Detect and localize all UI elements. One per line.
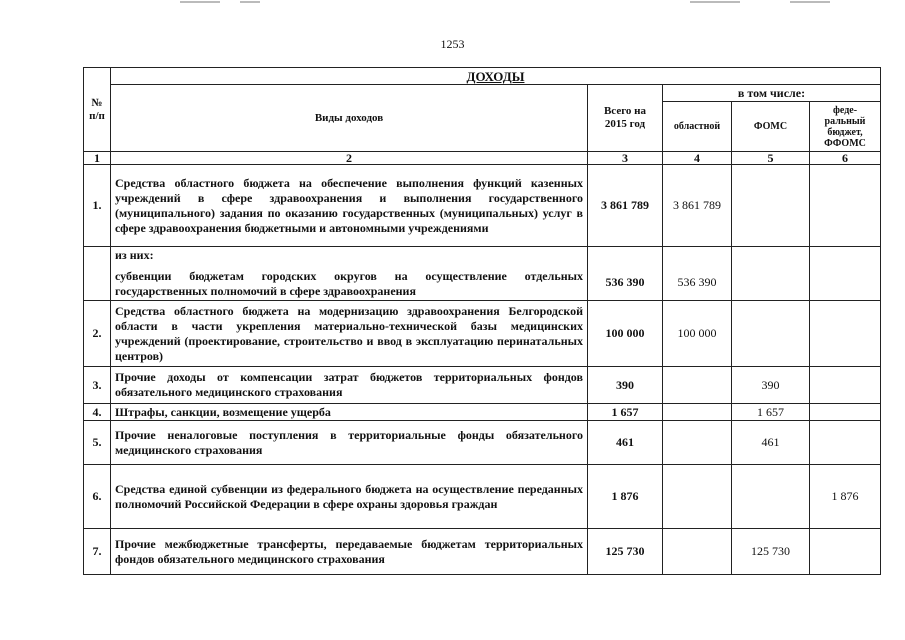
- row-total: 536 390: [588, 247, 663, 301]
- row-subdescription: субвенции бюджетам городских округов на осуществление отдельных государственных полномочий в сфере здравоохранения: [115, 269, 583, 298]
- row-regional: [663, 404, 732, 421]
- table-row: [84, 465, 881, 529]
- row-federal: [810, 404, 881, 421]
- row-foms: 390: [732, 367, 810, 404]
- table-row: [84, 421, 881, 465]
- column-index: 4: [663, 152, 732, 165]
- row-federal: [810, 367, 881, 404]
- header-foms: ФОМС: [732, 102, 810, 152]
- row-number: 3.: [84, 367, 111, 404]
- row-regional: 536 390: [663, 247, 732, 301]
- row-foms: 1 657: [732, 404, 810, 421]
- column-index: 1: [84, 152, 111, 165]
- row-federal: [810, 301, 881, 367]
- row-foms: [732, 247, 810, 301]
- row-total: 1 657: [588, 404, 663, 421]
- header-income-types: Виды доходов: [111, 85, 588, 152]
- row-description: Средства областного бюджета на обеспечение выполнения функций казенных учреждений в сфере здравоохранения и выполнения государственного (муниципального) задания по оказанию государственных (муниципальных) услуг в сфере здравоохранения бюджетными и автономными учреждениями: [111, 165, 588, 247]
- header-row-1: [84, 68, 881, 85]
- row-total: 3 861 789: [588, 165, 663, 247]
- row-total: 100 000: [588, 301, 663, 367]
- row-regional: 100 000: [663, 301, 732, 367]
- column-index: 6: [810, 152, 881, 165]
- row-federal: [810, 165, 881, 247]
- row-foms: [732, 301, 810, 367]
- header-total: Всего на 2015 год: [588, 85, 663, 152]
- row-foms: 125 730: [732, 529, 810, 575]
- row-description: Прочие доходы от компенсации затрат бюджетов территориальных фондов обязательного медицинского страхования: [111, 367, 588, 404]
- header-row-2: [84, 85, 881, 102]
- header-federal: феде-ральный бюджет, ФФОМС: [810, 102, 881, 152]
- row-number: 4.: [84, 404, 111, 421]
- row-regional: [663, 465, 732, 529]
- row-description: Штрафы, санкции, возмещение ущерба: [111, 404, 588, 421]
- row-total: 125 730: [588, 529, 663, 575]
- column-index: 3: [588, 152, 663, 165]
- row-subheading: из них:: [115, 248, 154, 262]
- page-number: 1253: [440, 37, 465, 51]
- row-number: 2.: [84, 301, 111, 367]
- row-number: 6.: [84, 465, 111, 529]
- header-including: в том числе:: [663, 85, 881, 102]
- row-number: 1.: [84, 165, 111, 247]
- header-row-no: № п/п: [84, 68, 111, 152]
- table-row: [84, 367, 881, 404]
- header-regional: областной: [663, 102, 732, 152]
- row-foms: 461: [732, 421, 810, 465]
- table-row: [84, 529, 881, 575]
- row-federal: 1 876: [810, 465, 881, 529]
- row-number: 5.: [84, 421, 111, 465]
- row-federal: [810, 247, 881, 301]
- table-row: [84, 404, 881, 421]
- row-foms: [732, 465, 810, 529]
- section-header: ДОХОДЫ: [111, 68, 881, 85]
- row-federal: [810, 421, 881, 465]
- row-number: 7.: [84, 529, 111, 575]
- row-regional: [663, 421, 732, 465]
- income-table: [83, 67, 881, 575]
- row-total: 390: [588, 367, 663, 404]
- row-description: Прочие неналоговые поступления в территориальные фонды обязательного медицинского страхования: [111, 421, 588, 465]
- row-federal: [810, 529, 881, 575]
- row-regional: [663, 367, 732, 404]
- row-foms: [732, 165, 810, 247]
- scan-artifacts: [0, 0, 905, 6]
- table-row: [84, 165, 881, 247]
- table-row: [84, 247, 881, 301]
- column-index: 5: [732, 152, 810, 165]
- row-number: [84, 247, 111, 301]
- row-description: Прочие межбюджетные трансферты, передаваемые бюджетам территориальных фондов обязательного медицинского страхования: [111, 529, 588, 575]
- column-index-row: [84, 152, 881, 165]
- table-row: [84, 301, 881, 367]
- row-regional: [663, 529, 732, 575]
- row-total: 1 876: [588, 465, 663, 529]
- row-description: Средства единой субвенции из федерального бюджета на осуществление переданных полномочий Российской Федерации в сфере охраны здоровья граждан: [111, 465, 588, 529]
- row-description: Средства областного бюджета на модернизацию здравоохранения Белгородской области в части укрепления материально-технической базы медицинских учреждений (проектирование, строительство и ввод в эксплуатацию перинатальных центров): [111, 301, 588, 367]
- row-total: 461: [588, 421, 663, 465]
- row-regional: 3 861 789: [663, 165, 732, 247]
- column-index: 2: [111, 152, 588, 165]
- row-description: [111, 247, 588, 301]
